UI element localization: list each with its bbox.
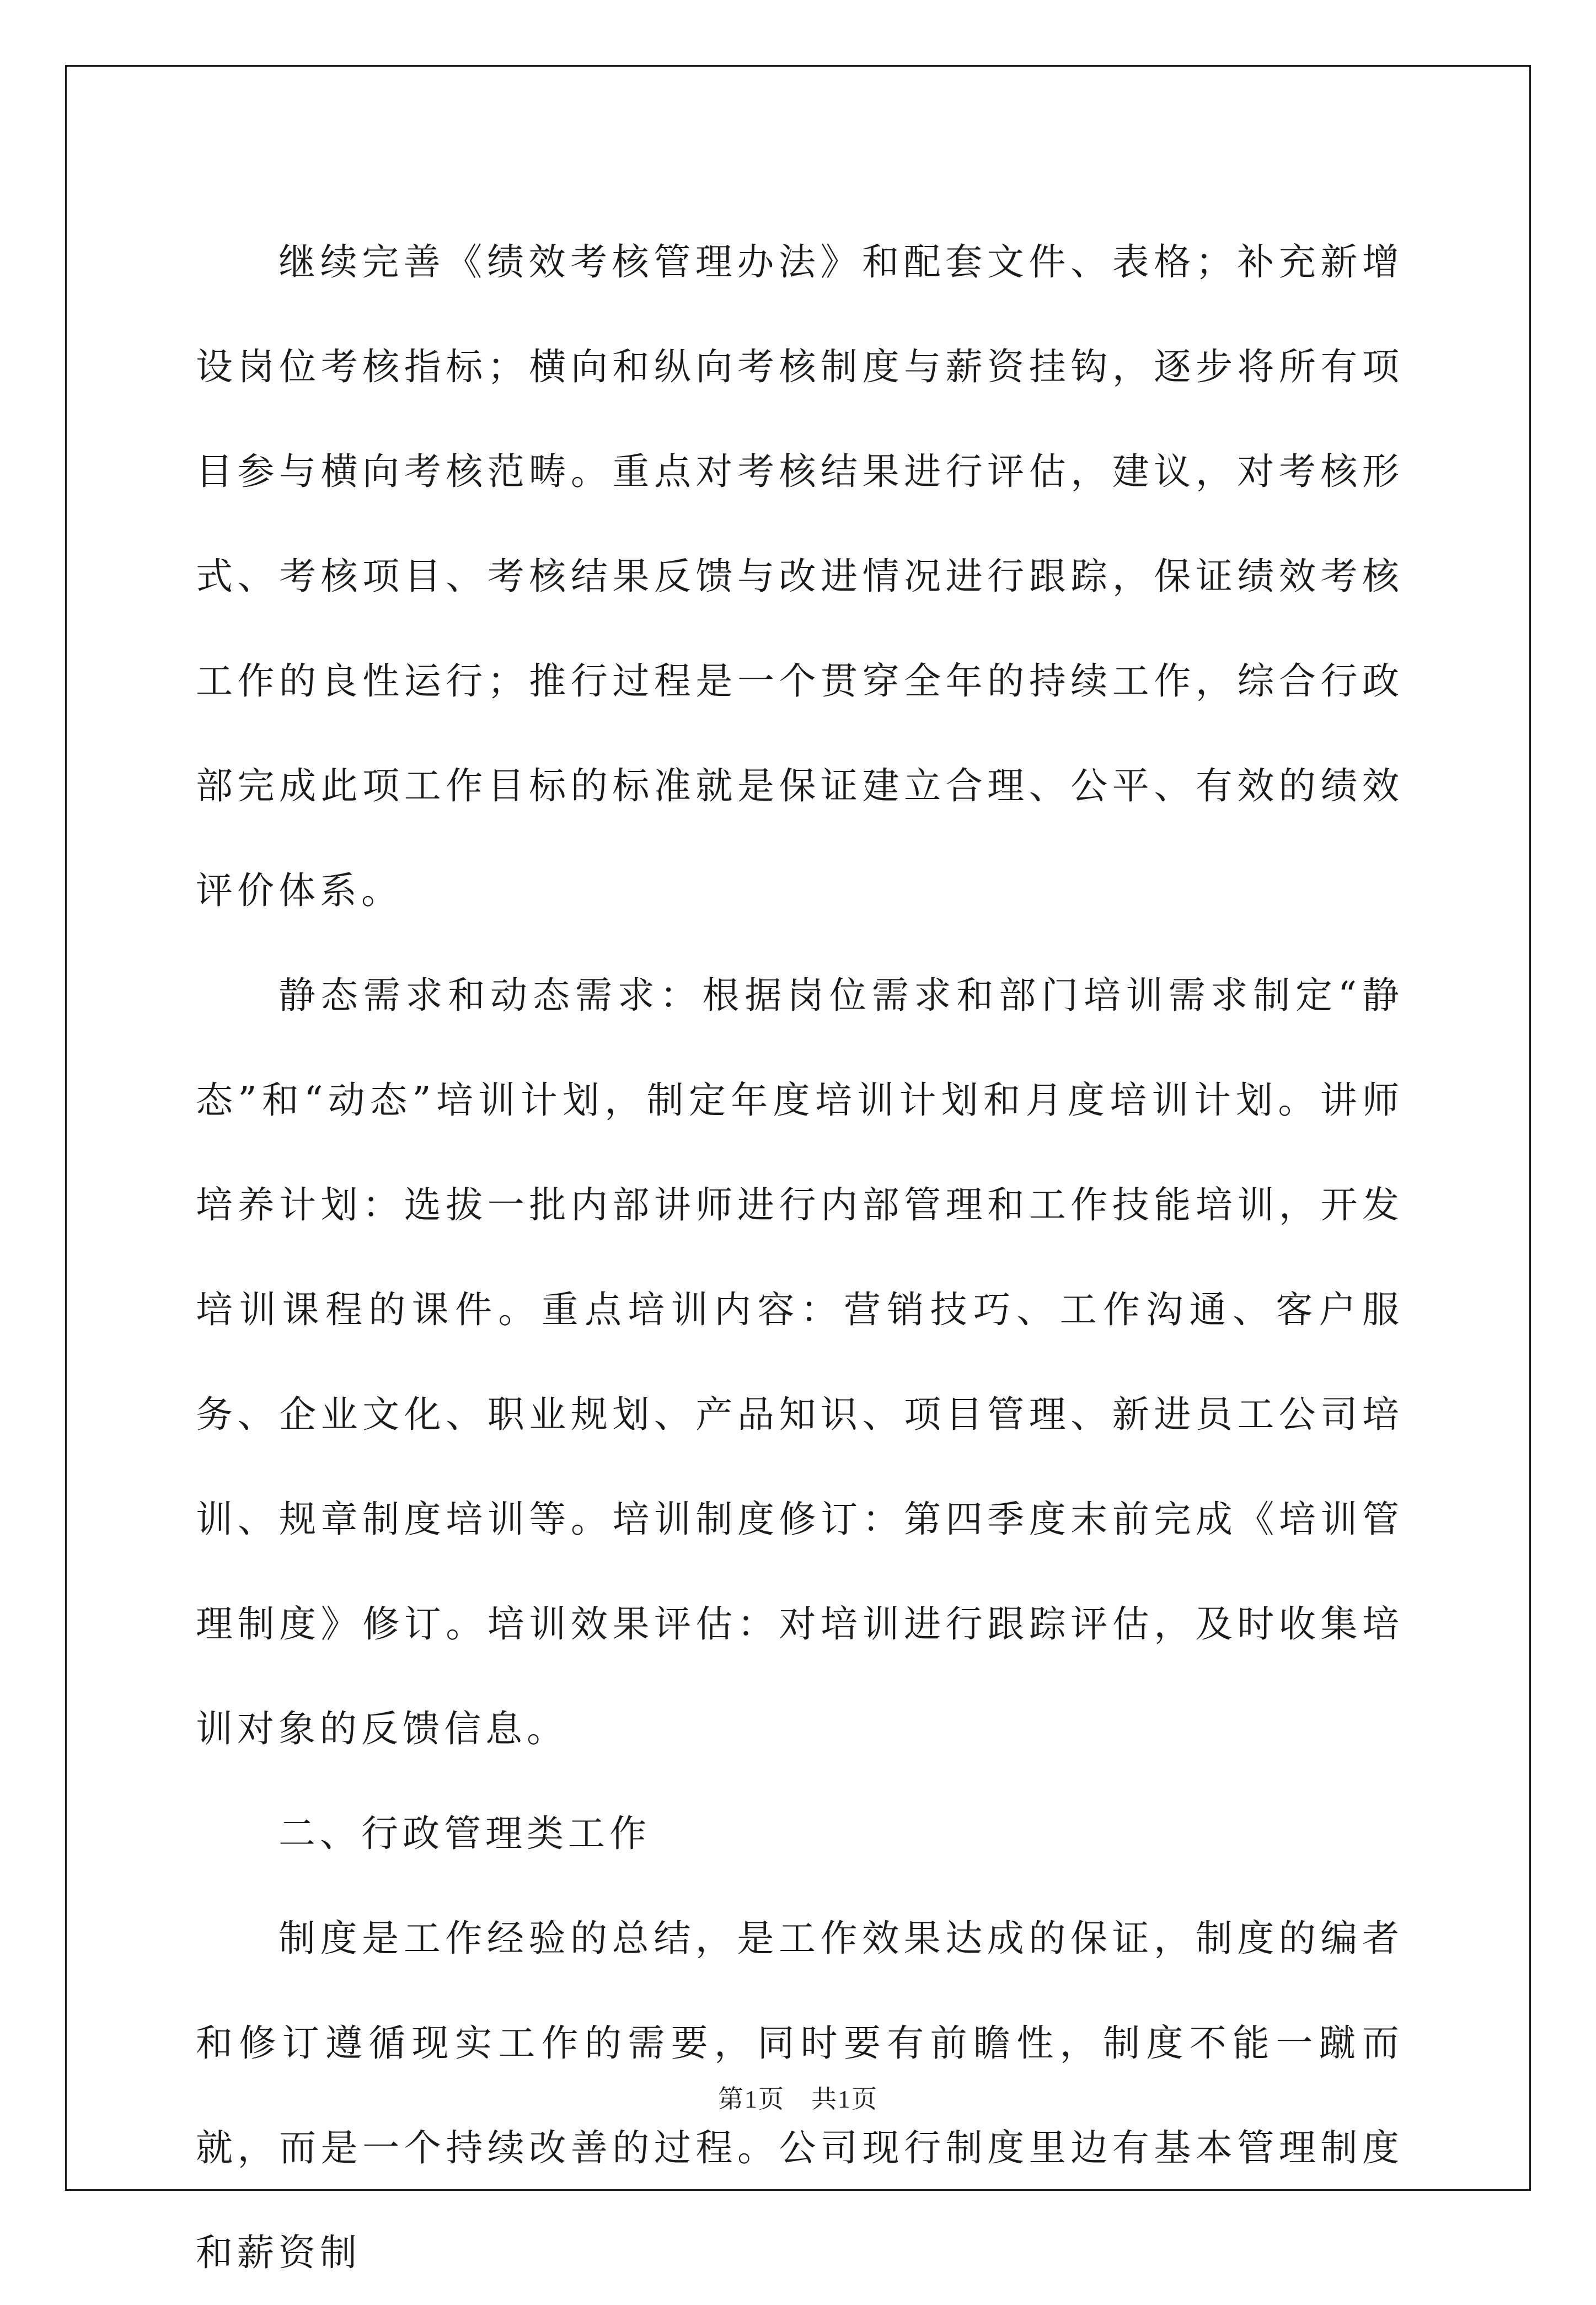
section-heading-admin: 二、行政管理类工作 bbox=[279, 1812, 651, 1855]
paragraph-performance-review: 继续完善《绩效考核管理办法》和配套文件、表格；补充新增设岗位考核指标；横向和纵向考核制度与薪资挂钩，逐步将所有项目参与横向考核范畴。重点对考核结果进行评估，建议，对考核形式、考核项目、考核结果反馈与改进情况进行跟踪，保证绩效考核工作的良性运行；推行过程是一个贯穿全年的持续工作，综合行政部完成此项工作目标的标准就是保证建立合理、公平、有效的绩效评价体系。 bbox=[196, 240, 1404, 912]
page-number-footer: 第1页 共1页 bbox=[718, 2085, 878, 2113]
paragraph-system-rules: 制度是工作经验的总结，是工作效果达成的保证，制度的编者和修订遵循现实工作的需要，同时要有前瞻性，制度不能一蹴而就，而是一个持续改善的过程。公司现行制度里边有基本管理制度和薪资制 bbox=[196, 1917, 1404, 2274]
paragraph-training-plan: 静态需求和动态需求：根据岗位需求和部门培训需求制定“静态”和“动态”培训计划，制定年度培训计划和月度培训计划。讲师培养计划：选拔一批内部讲师进行内部管理和工作技能培训，开发培训课程的课件。重点培训内容：营销技巧、工作沟通、客户服务、企业文化、职业规划、产品知识、项目管理、新进员工公司培训、规章制度培训等。培训制度修订：第四季度末前完成《培训管理制度》修订。培训效果评估：对培训进行跟踪评估，及时收集培训对象的反馈信息。 bbox=[196, 974, 1404, 1750]
document-body bbox=[196, 210, 1404, 2305]
